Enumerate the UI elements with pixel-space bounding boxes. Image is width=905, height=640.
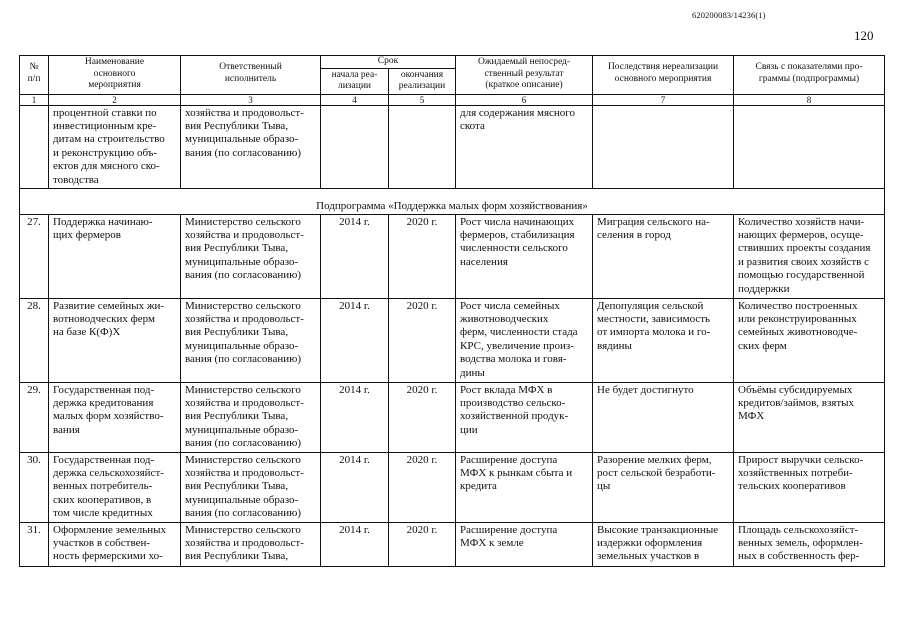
cell-num: 30. [20, 452, 49, 522]
cell-start: 2014 г. [321, 522, 389, 566]
cell-num: 27. [20, 214, 49, 298]
cell-num: 29. [20, 382, 49, 452]
header-term: Срок [321, 56, 456, 69]
cell-consequences: Разорение мелких ферм, рост сельской безработи- цы [593, 452, 734, 522]
cell-name: Развитие семейных жи- вотноводческих ферм на базе К(Ф)Х [49, 298, 181, 382]
header-result: Ожидаемый непосред- ственный результат (краткое описание) [456, 56, 593, 95]
cell-executor: Министерство сельского хозяйства и продовольст- вия Республики Тыва, муниципальные образо- вания (по согласованию) [181, 214, 321, 298]
column-number: 7 [593, 94, 734, 105]
cell-name: Государственная под- держка кредитования малых форм хозяйство- вания [49, 382, 181, 452]
cell-end: 2020 г. [389, 214, 456, 298]
column-number: 6 [456, 94, 593, 105]
cell-consequences [593, 105, 734, 188]
column-number: 2 [49, 94, 181, 105]
subprogram-row [20, 188, 885, 214]
cell-start: 2014 г. [321, 452, 389, 522]
table-row [20, 382, 885, 452]
cell-num [20, 105, 49, 188]
header-consequences: Последствия нереализации основного мероприятия [593, 56, 734, 95]
cell-end: 2020 г. [389, 452, 456, 522]
cell-start: 2014 г. [321, 214, 389, 298]
cell-executor: Министерство сельского хозяйства и продовольст- вия Республики Тыва, муниципальные образо- вания (по согласованию) [181, 298, 321, 382]
header-num: № п/п [20, 56, 49, 95]
table-row [20, 298, 885, 382]
header-row-1 [20, 56, 885, 69]
cell-result: Расширение доступа МФХ к рынкам сбыта и кредита [456, 452, 593, 522]
subprogram-title: Подпрограмма «Поддержка малых форм хозяйствования» [20, 188, 885, 214]
cell-result: Расширение доступа МФХ к земле [456, 522, 593, 566]
cell-end [389, 105, 456, 188]
column-numbers-row [20, 94, 885, 105]
cell-executor: Министерство сельского хозяйства и продовольст- вия Республики Тыва, муниципальные образо- вания (по согласованию) [181, 382, 321, 452]
cell-num: 31. [20, 522, 49, 566]
cell-link [734, 105, 885, 188]
table-row [20, 522, 885, 566]
column-number: 5 [389, 94, 456, 105]
cell-name: Государственная под- держка сельскохозяйст- венных потребитель- ских кооперативов, в том числе кредитных [49, 452, 181, 522]
measures-table [19, 55, 885, 567]
document-code: 620200083/14236(1) [692, 10, 766, 20]
cell-end: 2020 г. [389, 522, 456, 566]
cell-executor: Министерство сельского хозяйства и продовольст- вия Республики Тыва, [181, 522, 321, 566]
cell-start: 2014 г. [321, 298, 389, 382]
cell-end: 2020 г. [389, 298, 456, 382]
cell-start [321, 105, 389, 188]
cell-end: 2020 г. [389, 382, 456, 452]
cell-consequences: Высокие транзакционные издержки оформления земельных участков в [593, 522, 734, 566]
page-number: 120 [854, 28, 874, 43]
column-number: 1 [20, 94, 49, 105]
cell-result: Рост числа начинающих фермеров, стабилизация численности сельского населения [456, 214, 593, 298]
table-row [20, 214, 885, 298]
cell-name: процентной ставки по инвестиционным кре- дитам на строительство и реконструкцию объ- ектов для мясного ско- товодства [49, 105, 181, 188]
cell-executor: Министерство сельского хозяйства и продовольст- вия Республики Тыва, муниципальные образо- вания (по согласованию) [181, 452, 321, 522]
cell-link: Количество построенных или реконструированных семейных животноводче- ских ферм [734, 298, 885, 382]
cell-link: Объёмы субсидируемых кредитов/займов, взятых МФХ [734, 382, 885, 452]
cell-start: 2014 г. [321, 382, 389, 452]
cell-result: Рост числа семейных животноводческих ферм, численности стада КРС, увеличение произ- водства молока и говя- дины [456, 298, 593, 382]
cell-result: Рост вклада МФХ в производство сельско- хозяйственной продук- ции [456, 382, 593, 452]
header-start: начала реа- лизации [321, 68, 389, 94]
cell-result: для содержания мясного скота [456, 105, 593, 188]
column-number: 8 [734, 94, 885, 105]
cell-link: Площадь сельскохозяйст- венных земель, оформлен- ных в собственность фер- [734, 522, 885, 566]
column-number: 3 [181, 94, 321, 105]
cell-consequences: Не будет достигнуто [593, 382, 734, 452]
table-row [20, 452, 885, 522]
cell-name: Поддержка начинаю- щих фермеров [49, 214, 181, 298]
header-end: окончания реализации [389, 68, 456, 94]
header-link: Связь с показателями про- граммы (подпрограммы) [734, 56, 885, 95]
cell-name: Оформление земельных участков в собствен- ность фермерскими хо- [49, 522, 181, 566]
column-number: 4 [321, 94, 389, 105]
cell-consequences: Депопуляция сельской местности, зависимость от импорта молока и го- вядины [593, 298, 734, 382]
cell-link: Прирост выручки сельско- хозяйственных потреби- тельских кооперативов [734, 452, 885, 522]
header-name: Наименование основного мероприятия [49, 56, 181, 95]
cell-num: 28. [20, 298, 49, 382]
continuation-row [20, 105, 885, 188]
cell-link: Количество хозяйств начи- нающих фермеров, осуще- ствивших проекты создания и развития своих хозяйств с помощью государственной поддержки [734, 214, 885, 298]
header-executor: Ответственный исполнитель [181, 56, 321, 95]
cell-consequences: Миграция сельского на- селения в город [593, 214, 734, 298]
cell-executor: хозяйства и продовольст- вия Республики Тыва, муниципальные образо- вания (по согласованию) [181, 105, 321, 188]
